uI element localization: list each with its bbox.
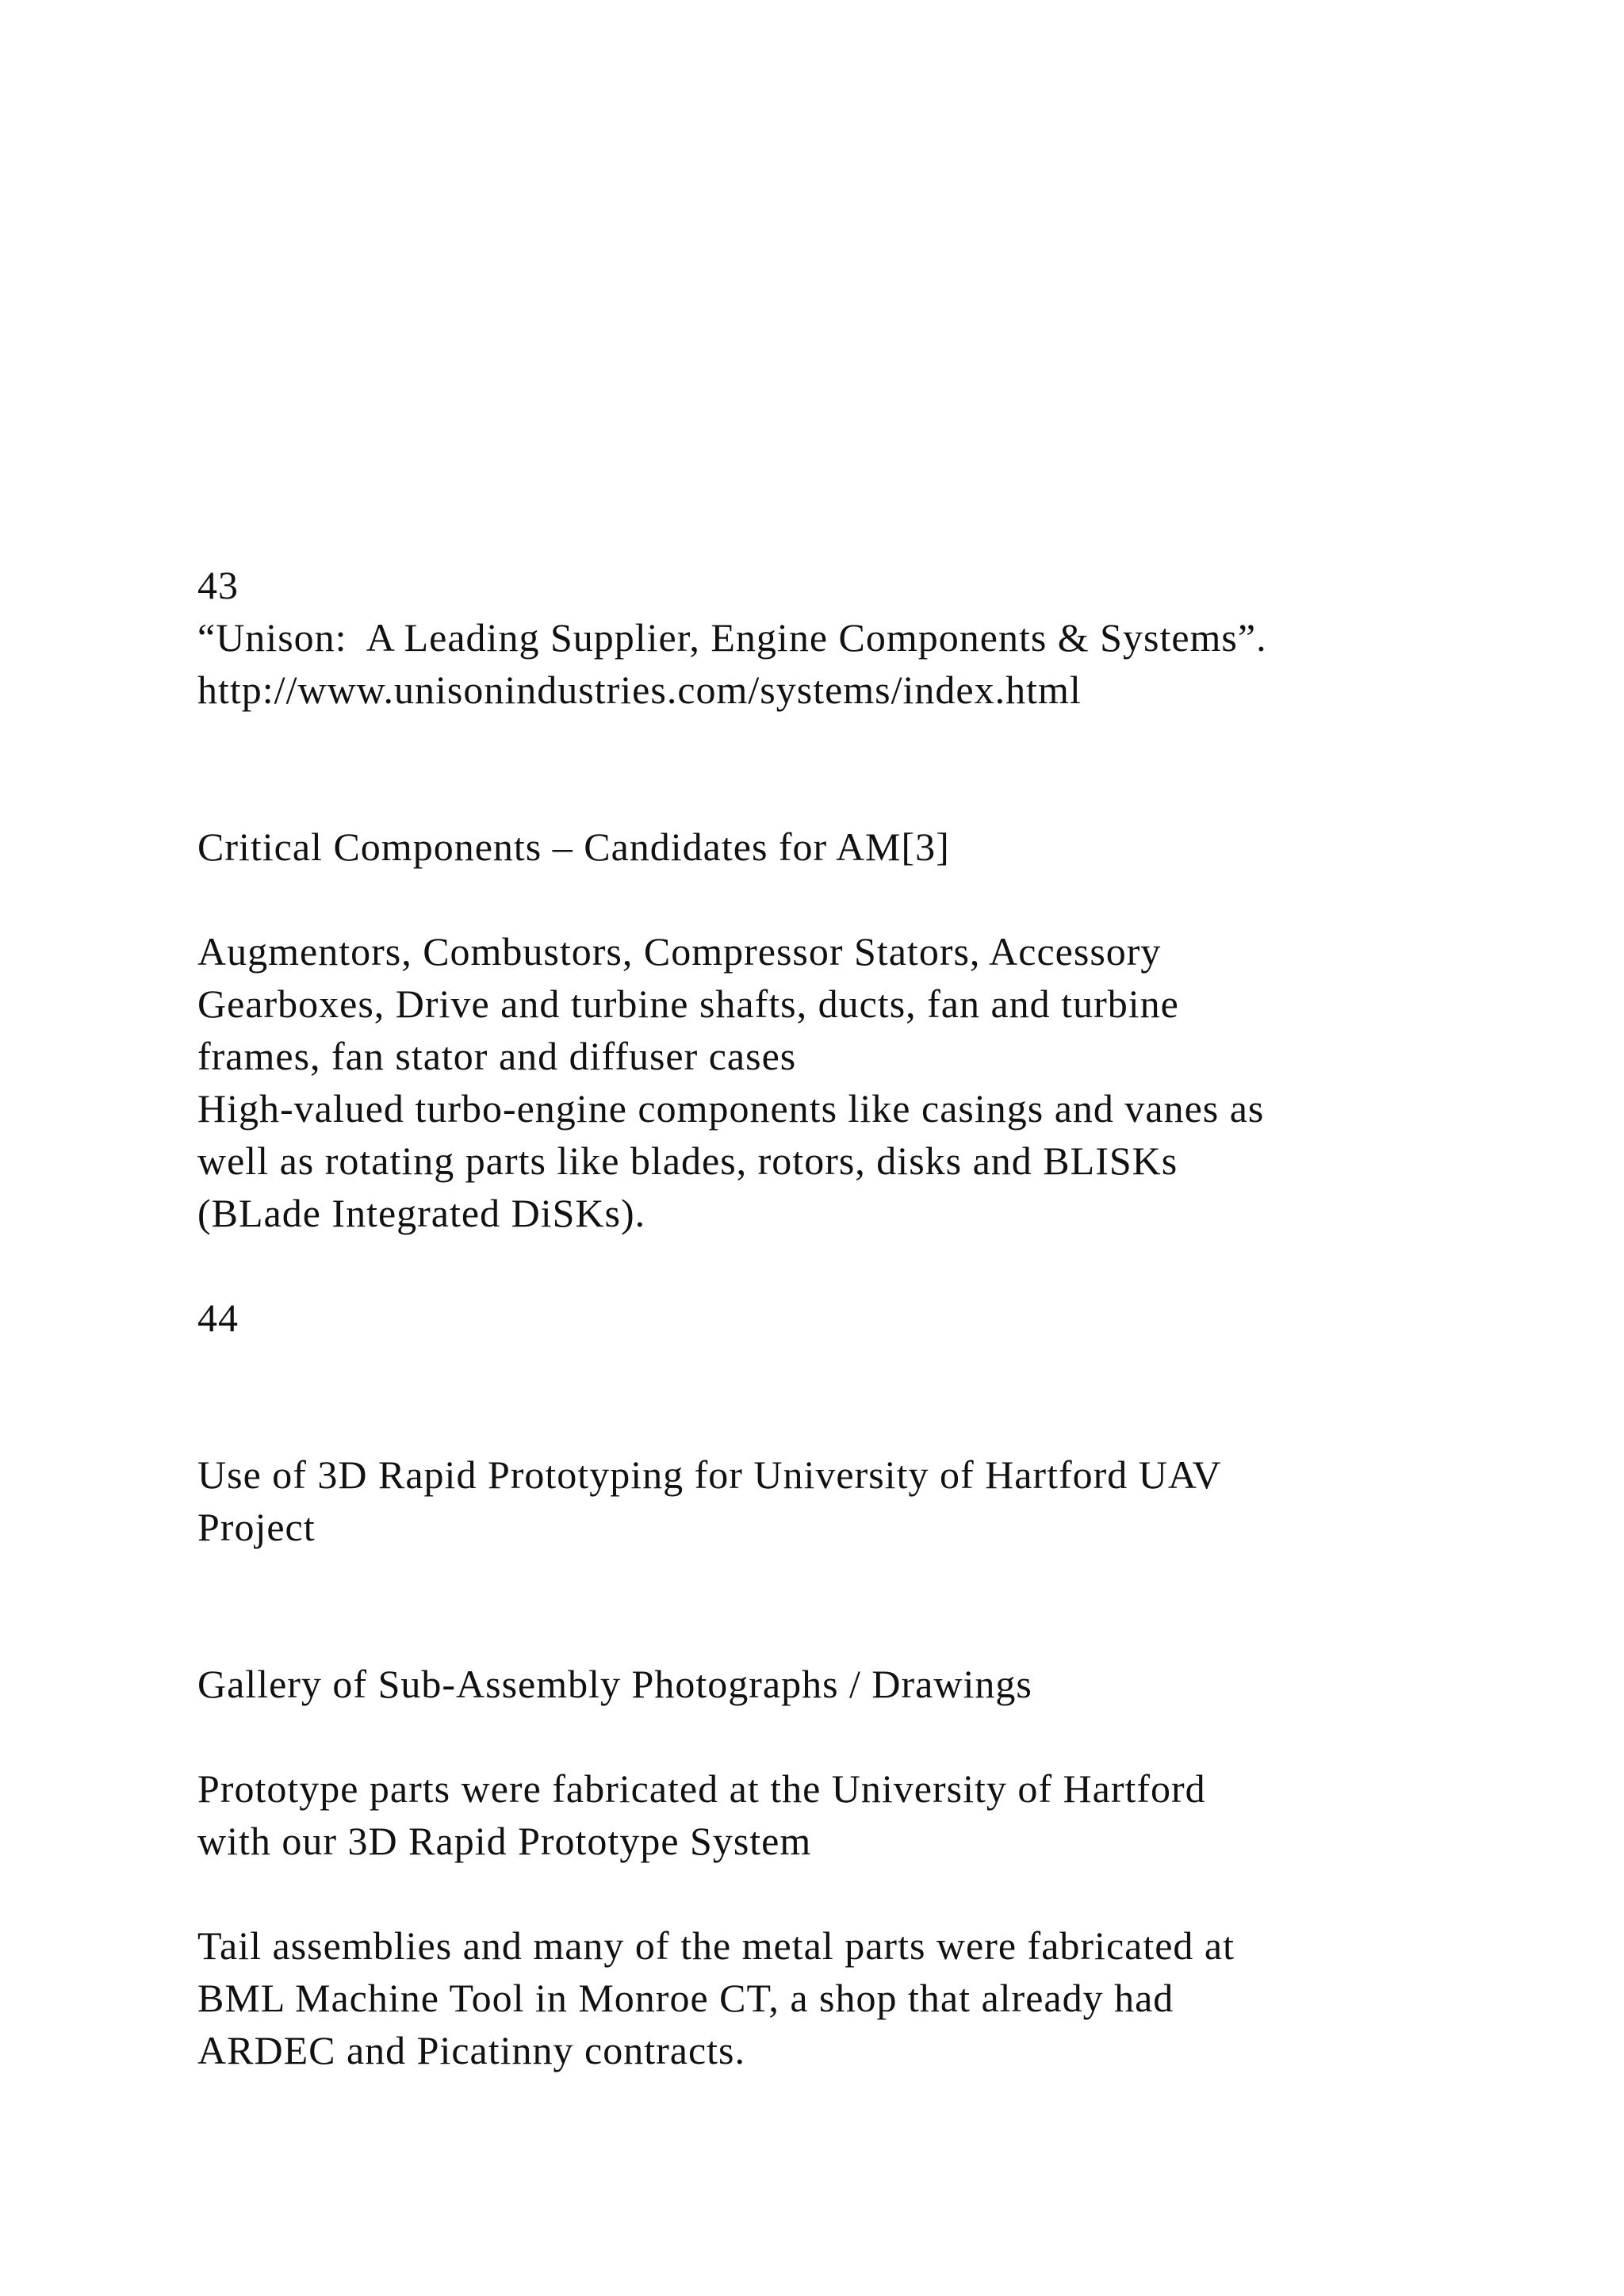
page-number: 44 xyxy=(197,1295,239,1340)
paragraph-line: Augmentors, Combustors, Compressor Stators, Accessory xyxy=(197,929,1162,974)
citation-title: “Unison: A Leading Supplier, Engine Components & Systems”. xyxy=(197,615,1267,660)
paragraph-line: Tail assemblies and many of the metal parts were fabricated at xyxy=(197,1923,1235,1968)
paragraph-line: Gearboxes, Drive and turbine shafts, ducts, fan and turbine xyxy=(197,982,1179,1026)
paragraph-line: (BLade Integrated DiSKs). xyxy=(197,1191,646,1235)
paragraph-line: High-valued turbo-engine components like casings and vanes as xyxy=(197,1086,1265,1131)
paragraph-line: BML Machine Tool in Monroe CT, a shop that already had xyxy=(197,1976,1174,2020)
citation-url: http://www.unisonindustries.com/systems/index.html xyxy=(197,668,1082,712)
section-heading-critical-components: Critical Components – Candidates for AM[3] xyxy=(197,825,950,869)
paragraph-line: ARDEC and Picatinny contracts. xyxy=(197,2028,745,2072)
paragraph-line: well as rotating parts like blades, rotors, disks and BLISKs xyxy=(197,1138,1178,1183)
paragraph-line: Prototype parts were fabricated at the University of Hartford xyxy=(197,1766,1206,1811)
section-heading-rapid-prototyping: Use of 3D Rapid Prototyping for University of Hartford UAV xyxy=(197,1452,1222,1497)
section-heading-gallery: Gallery of Sub-Assembly Photographs / Drawings xyxy=(197,1662,1032,1706)
section-heading-rapid-prototyping-cont: Project xyxy=(197,1505,316,1549)
paragraph-line: with our 3D Rapid Prototype System xyxy=(197,1819,812,1863)
paragraph-line: frames, fan stator and diffuser cases xyxy=(197,1034,797,1078)
page-number: 43 xyxy=(197,563,239,607)
